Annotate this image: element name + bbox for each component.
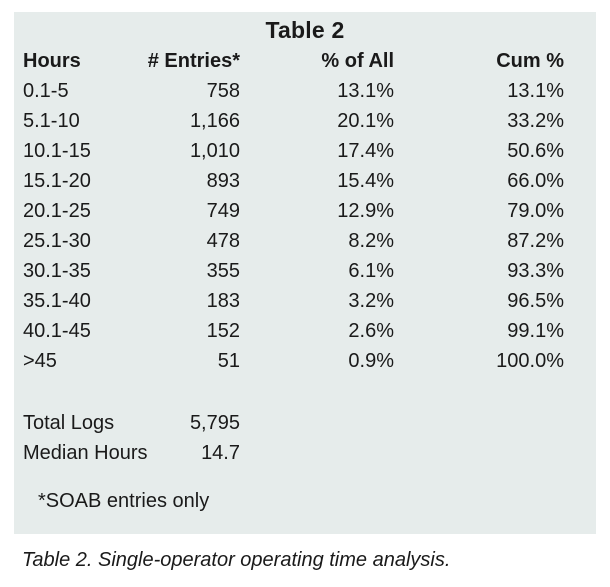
- table-row: [14, 136, 596, 166]
- table-row: [14, 256, 596, 286]
- cell-hours: 10.1-15: [23, 140, 91, 162]
- summary-label: Median Hours: [23, 442, 148, 464]
- cell-entries: 1,166: [189, 110, 240, 132]
- cell-hours: 20.1-25: [23, 200, 91, 222]
- cell-percent-of-all: 3.2%: [348, 290, 394, 312]
- summary-value: 14.7: [201, 442, 240, 464]
- cell-entries: 183: [206, 290, 240, 312]
- cell-percent-of-all: 15.4%: [337, 170, 394, 192]
- cell-percent-of-all: 17.4%: [337, 140, 394, 162]
- summary-value: 5,795: [189, 412, 240, 434]
- table-caption: Table 2. Single-operator operating time analysis.: [22, 549, 451, 571]
- summary-row-median-hours: [14, 438, 596, 468]
- cell-cumulative-percent: 79.0%: [507, 200, 564, 222]
- summary-row-total-logs: [14, 408, 596, 438]
- cell-hours: 5.1-10: [23, 110, 80, 132]
- table-title: Table 2: [265, 17, 345, 43]
- table-row: [14, 226, 596, 256]
- cell-cumulative-percent: 93.3%: [507, 260, 564, 282]
- cell-entries: 355: [206, 260, 240, 282]
- cell-cumulative-percent: 96.5%: [507, 290, 564, 312]
- table-header-row: [14, 46, 596, 76]
- cell-percent-of-all: 2.6%: [348, 320, 394, 342]
- table-row: [14, 346, 596, 376]
- cell-percent-of-all: 0.9%: [348, 350, 394, 372]
- cell-entries: 152: [206, 320, 240, 342]
- cell-entries: 478: [206, 230, 240, 252]
- cell-hours: 0.1-5: [23, 80, 69, 102]
- cell-hours: 15.1-20: [23, 170, 91, 192]
- cell-percent-of-all: 6.1%: [348, 260, 394, 282]
- cell-entries: 758: [206, 80, 240, 102]
- table-row: [14, 316, 596, 346]
- cell-cumulative-percent: 99.1%: [507, 320, 564, 342]
- cell-entries: 749: [206, 200, 240, 222]
- cell-percent-of-all: 20.1%: [337, 110, 394, 132]
- cell-cumulative-percent: 33.2%: [507, 110, 564, 132]
- cell-cumulative-percent: 100.0%: [496, 350, 564, 372]
- cell-cumulative-percent: 50.6%: [507, 140, 564, 162]
- table-footnote: *SOAB entries only: [38, 490, 210, 512]
- cell-entries: 51: [217, 350, 240, 372]
- table-panel: [14, 12, 596, 534]
- header-percent-of-all: % of All: [321, 50, 394, 72]
- cell-cumulative-percent: 87.2%: [507, 230, 564, 252]
- table-row: [14, 196, 596, 226]
- table-row: [14, 166, 596, 196]
- cell-hours: 30.1-35: [23, 260, 91, 282]
- cell-hours: >45: [23, 350, 57, 372]
- table-row: [14, 286, 596, 316]
- cell-hours: 35.1-40: [23, 290, 91, 312]
- cell-cumulative-percent: 13.1%: [507, 80, 564, 102]
- header-cumulative-percent: Cum %: [496, 50, 564, 72]
- cell-percent-of-all: 13.1%: [337, 80, 394, 102]
- table-row: [14, 76, 596, 106]
- cell-percent-of-all: 8.2%: [348, 230, 394, 252]
- cell-hours: 40.1-45: [23, 320, 91, 342]
- cell-percent-of-all: 12.9%: [337, 200, 394, 222]
- cell-entries: 893: [206, 170, 240, 192]
- header-entries: # Entries*: [147, 50, 240, 72]
- cell-entries: 1,010: [189, 140, 240, 162]
- table-row: [14, 106, 596, 136]
- cell-cumulative-percent: 66.0%: [507, 170, 564, 192]
- cell-hours: 25.1-30: [23, 230, 91, 252]
- header-hours: Hours: [23, 50, 81, 72]
- summary-label: Total Logs: [23, 412, 115, 434]
